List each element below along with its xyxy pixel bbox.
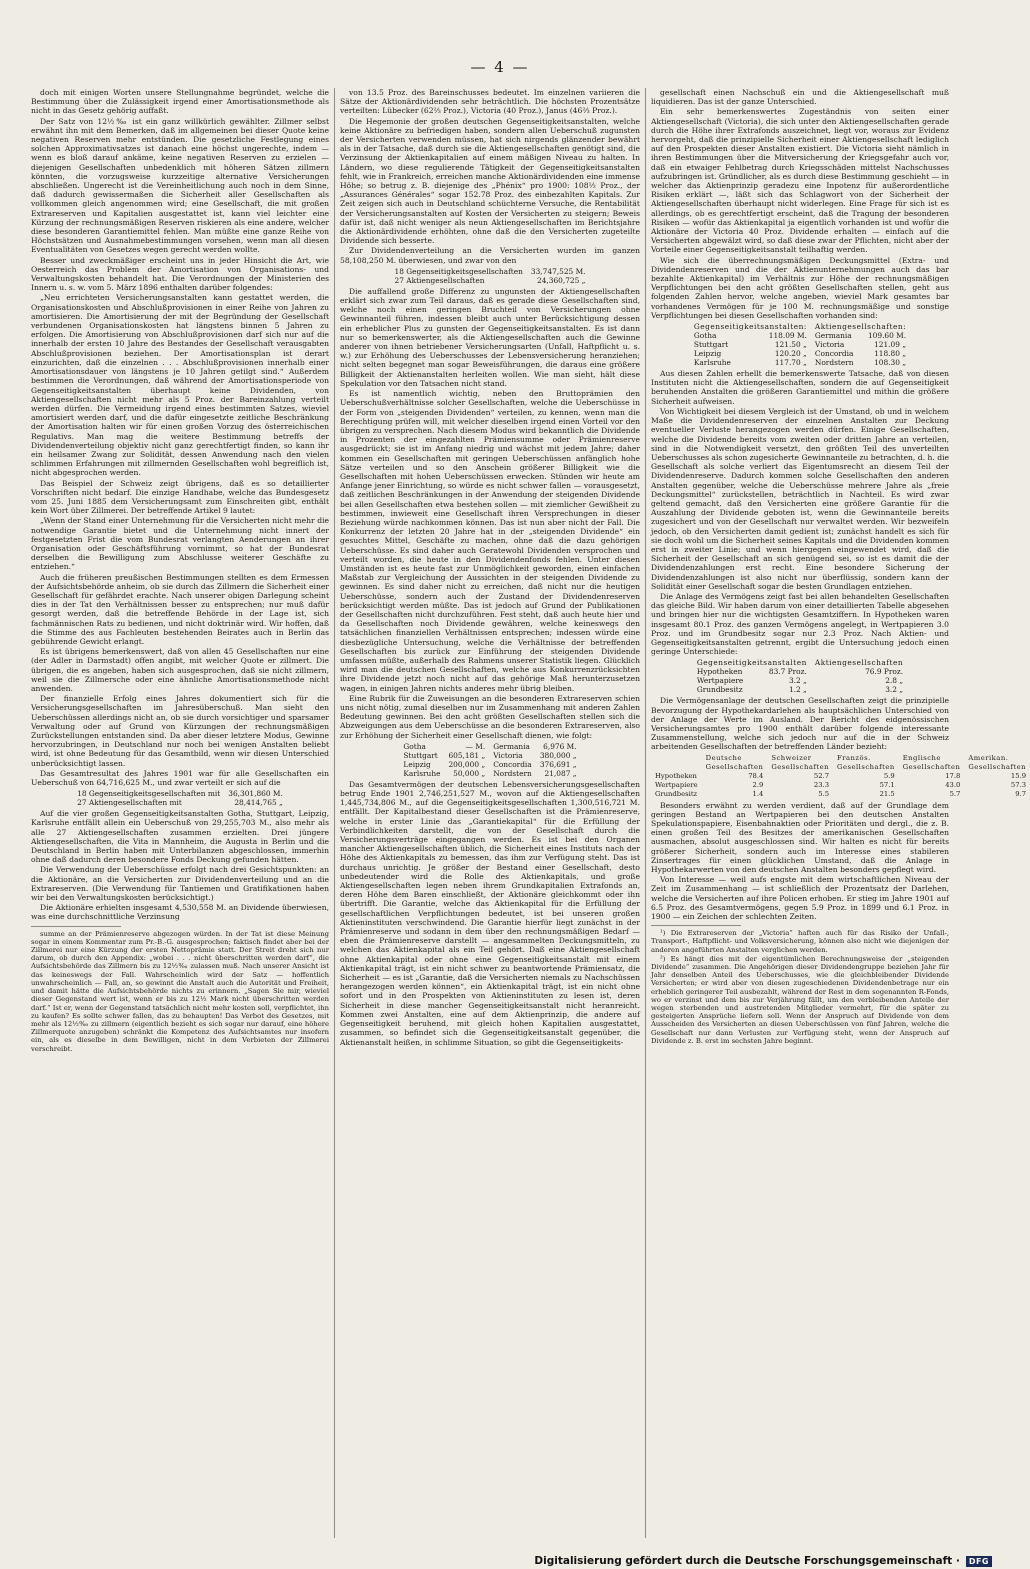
table-header: Englische Gesellschaften [902, 753, 961, 771]
column-3 [651, 88, 1027, 1540]
footnote-text: summe an der Prämienreserve abgezogen würden. In der Tat ist diese Meinung sogar in einem Kommentar zum Pr.-B.-G. ausgesprochen; faktisch findet aber bei der Zillmerei nur eine Kürzung der ersten Nettoprämie statt. Der Streit dreht sich nur darum, ob durch den Appendix: „wobei . . . nicht überschritten werden darf“, die Aufsichtsbehörde das Zillmern bis zu 12½‰ zulassen muß. Nach unserer Ansicht ist das keineswegs der Fall. Wahrscheinlich wird der Satz — hoffentlich unwahrscheinlich — Fall, an, so gewinnt die Anstalt auch die Autorität und Freiheit, und damit hätte die Aufsichtsbehörde nichts zu erinnern. „Sagen Sie mir, wieviel dieser Gegenstand wert ist, wenn er bis zu 12½ Mark nicht überschritten werden darf.“ Ist er, wenn der Gegenstand tatsächlich nicht mehr kosten soll, verpflichtet, ihn zu kaufen? Es sollte schwer fallen, das zu behaupten! Das Verbot des Gesetzes, mit mehr als 12½‰ zu zillmern (eigentlich bezieht es sich sogar nur darauf, eine höhere Zillmerquote anzugeben) schränkt die Kompetenz des Aufsichtsamtes nur insofern ein, als es dieselbe in dem Bewilligen, nicht in dem Verbieten der Zillmerei verschreibt. [31, 929, 329, 1053]
quote-paragraph: „Wenn der Stand einer Unternehmung für die Versicherten nicht mehr die notwendige Garantie bietet und die Unternehmung nicht innert der festgesetzten Frist die vom Bundesrat verlangten Aenderungen an ihrer Organisation oder Geschäftsführung vornimmt, so hat der Bundesrat derselben die Bewilligung zum Abschlusse weiterer Geschäfte zu entziehen.“ [31, 516, 329, 572]
table-label: Stuttgart [693, 340, 729, 350]
paragraph: Es ist übrigens bemerkenswert, daß von allen 45 Gesellschaften nur eine (der Adler in Darmstadt) offen angibt, mit welcher Quote er zillmert. Die übrigen, die es angeben, haben sich ausgesprochen, daß sie nicht zillmern, weil sie die Zillmersche oder eine ähnliche Amortisationsmethode nicht anwenden. [31, 647, 329, 693]
table-value: 6,976 M. [543, 741, 577, 751]
table-label: 27 Aktiengesellschaften [394, 275, 485, 285]
coverage-table [690, 322, 910, 367]
table-row [73, 798, 287, 807]
table-value: 5.9 [883, 771, 895, 780]
table-value: 605,181 „ [448, 750, 486, 760]
table-value: 376,691 „ [539, 759, 577, 769]
footer-text: Digitalisierung gefördert durch die Deutsche Forschungsgemeinschaft · [534, 1555, 960, 1567]
paragraph: Es ist namentlich wichtig, neben den Bruttoprämien den Ueberschußverhältnisse solcher Gesellschaften, welche die Ueberschüsse in der Form von „steigenden Dividenden“ verteilen, zu kennen, wenn man die Berechtigung prüfen will, mit welcher dieselben irgend einen Vorteil vor den übrigen zu versprechen. Nach diesem Modus wird bekanntlich die Dividende in Prozenten der eingezahlten Prämiensumme oder Prämienreserve ausgedrückt; sie ist im Anfang niedrig und wächst mit jedem Jahre; daher kommen ein Gesellschaften mit geringen Ueberschüssen anfänglich hohe Sätze verteilen und so den Anschein größerer Billigkeit wie die Gesellschaften mit hohen Ueberschüssen erwecken. Stünden wir heute am Anfange jener Einrichtung, so würde es nicht schwer fallen — vorausgesetzt, daß zeitlichen Beschränkungen in der Anwendung der steigenden Dividende bei allen Gesellschaften etwa bestehen sollen — mit ziemlicher Gewißheit zu bestimmen, inwieweit eine Gesellschaft ihren Versprechungen in dieser Beziehung würde nachkommen können. Das ist nun aber nicht der Fall. Die Konkurrenz der letzten 20 Jahre hat in der „steigenden Dividende“ ein gesuchtes Mittel, Geschäfte zu machen, ohne daß die dazu gehörigen Ueberschüsse. Es sind daher auch Geratewohl Dividenden versprochen und verteilt worden, die heute in den Dividendenfonds fehlen. Unter diesen Umständen ist es heute fast zur Unmöglichkeit geworden, einen einfachen Maßstab zur Vergleichung der Aussichten in der steigenden Dividende zu gewinnen. Es sind daher nicht zu erreichen, daß nicht nur die heutigen Ueberschüsse, sondern auch der Zustand der Dividendenreserven berücksichtigt werden müßte. Das ist jedoch auf Grund der Publikationen der Gesellschaften nicht durchzuführen. Fest steht, daß auch heute hier und da Gesellschaften noch Dividende gewähren, welche keineswegs den tatsächlichen finanziellen Verhältnissen entsprechen; indessen würde eine diesbezügliche Untersuchung, welche die Verhältnisse der betreffenden Gesellschaften bis zurück zur Einführung der steigenden Dividende umfassen müßte, außerhalb des Rahmens unserer Statistik liegen. Glücklich wird man die deutschen Gesellschaften, welche aus Konkurrenzrücksichten ihre Dividende jetzt noch nicht auf das gehörige Maß herunterzusetzen wagen, in einigen Jahren nichts anderes mehr übrig bleiben. [340, 389, 640, 693]
paragraph: Die Anlage des Vermögens zeigt fast bei allen behandelten Gesellschaften das gleiche Bild. Wir haben darum von einer detaillierten Tabelle abgesehen und bringen hier nur die wichtigsten Gesamtziffern. In Hypotheken waren insgesamt 80.1 Proz. des ganzen Vermögens angelegt, in Wertpapieren 3.0 Proz. und im Grundbesitz sogar nur 2.3 Proz. Nach Aktien- und Gegenseitigkeitsanstalten getrennt, ergibt die Untersuchung jedoch einen geringe Unterschiede: [651, 591, 949, 657]
paragraph: Ein sehr bemerkenswertes Zugeständnis von seiten einer Aktiengesellschaft (Victoria), die sich unter den Aktiengesellschaften gerade durch die Höhe ihrer Extrafonds auszeichnet, liegt vor, woraus zur Evidenz hervorgeht, daß die prinzipielle Sicherheit einer Aktiengesellschaft lediglich auf den Prospekten dieser Anstalten existiert. Die Victoria sieht nämlich in ihren Bestimmungen über die Mitversicherung der Kriegsgefahr auch vor, daß ein etwaiger Fehlbetrag durch Kriegsschäden mittelst Nachschusses aufzubringen ist. Gründlicher, als es durch diese Bestimmung geschieht — in welcher das Aktienprinzip geradezu eine Inpotenz für außerordentliche Risiken erklärt —, läßt sich das Schlagwort von der Sicherheit der Aktiengesellschaften überhaupt nicht widerlegen. Eine Frage für sich ist es allerdings, ob es gerechtfertigt erscheint, daß die Tragung der besonderen Risiken — wofür das Aktienkapital ja eigentlich vorhanden ist und wofür die Aktionäre der Victoria 40 Proz. Dividende erhalten — einfach auf die Versicherten abgewälzt wird, so daß diese zwar der Pflichten, nicht aber der Vorteile einer Gegenseitigkeitsanstalt teilhaftig werden. [651, 107, 949, 255]
table-value: 78.4 [748, 771, 764, 780]
table-label: Nordstern [814, 358, 854, 368]
table-value: 83.7 Proz. [768, 667, 807, 677]
table-header: Gegenseitigkeitsanstalten [696, 658, 807, 668]
footnote-divider [651, 925, 741, 926]
table-row [690, 358, 910, 367]
paragraph: Von Wichtigkeit bei diesem Vergleich ist der Umstand, ob und in welchem Maße die Dividendenreserven der einzelnen Anstalten zur Deckung eventueller Verluste herangezogen werden dürfen. Einige Gesellschaften, welche die Dividende bereits vom zweiten oder dritten Jahre an verteilen, sind in die Notwendigkeit versetzt, den größten Teil des unverteilten Ueberschusses als schon zugesicherte Gewinnanteile zu betrachten, d. h. die Gesellschaft als solche verliert das Eigentumsrecht an diesem Teil der Dividendenreserve. Dadurch kommen solche Gesellschaften den anderen Anstalten gegenüber, welche die Ueberschüsse mehrere Jahre als „freie Deckungsmittel“ zurückstellen, beträchtlich in Nachteil. Es wird zwar geltend gemacht, daß den Versicherten eine größere Garantie für die Auszahlung der Dividende geboten ist, wenn die Gewinnanteile bereits zugesichert und von der Gesellschaft nur verwaltet werden. Wir bezweifeln jedoch, ob den Versicherten damit gedient ist; zunächst handelt es sich für sie doch wohl um die Sicherheit seines Kapitals und die Dividenden kommen erst in zweiter Linie; und wenn hiergegen eingewendet wird, daß die Sicherheit der Gesellschaft an sich genügend sei, so ist es damit die der Dividendenzahlungen erst recht. Eine besondere Sicherung der Dividendenzahlungen ist also nicht nur überflüssig, sondern kann der Solidität einer Gesellschaft sogar die besten Grundlagen entziehen. [651, 406, 949, 591]
table-value: — M. [465, 741, 486, 751]
table-row [651, 772, 1030, 781]
table-value: 2.8 „ [885, 676, 904, 686]
paragraph: Die Aktionäre erhielten insgesamt 4,530,558 M. an Dividende überwiesen, was eine durchschnittliche Verzinsung [31, 903, 329, 922]
paragraph: von 13.5 Proz. des Bareinschusses bedeutet. Im einzelnen variieren die Sätze der Aktionärdividenden sehr beträchtlich. Die höchsten Prozentsätze verteilten: Lübecker (62⅔ Proz.), Victoria (40 Proz.), Janus (46⅔ Proz.). [340, 88, 640, 116]
table-row [73, 789, 287, 798]
table-row [693, 676, 907, 685]
surplus-table [73, 789, 287, 807]
table-value: 5.5 [818, 789, 830, 798]
table-row [399, 760, 580, 769]
table-header: Schweizer Gesellschaften [771, 753, 830, 771]
paragraph: gesellschaft einen Nachschuß ein und die Aktiengesellschaft muß liquidieren. Das ist der ganze Unterschied. [651, 88, 949, 107]
table-value: 21,087 „ [544, 768, 577, 778]
table-value: 76.9 Proz. [865, 667, 904, 677]
table-header: Aktiengesellschaften: [814, 322, 907, 332]
quote-paragraph: „Neu errichteten Versicherungsanstalten kann gestattet werden, die Organisationskosten und Abschlußprovisionen in einer Reihe von Jahren zu amortisieren. Die Amortisierung der mit der Begründung der Gesellschaft verbundenen Organisationskosten hat längstens binnen 5 Jahren zu erfolgen. Die Amortisierung von Abschlußprovisionen darf sich nur auf die innerhalb der ersten 10 Jahre des Bestandes der Gesellschaft verausgabten Abschlußprovisionen beziehen. Der Amortisationsplan ist derart einzurichten, daß die einzelnen . . . Abschlußprovisionen innerhalb einer Amortisationsdauer von längstens je 10 Jahren getilgt sind.“ Außerdem bestimmen die Verordnungen, daß während der Amortisationsperiode von Gegenseitigkeitsanstalten überhaupt keine Dividenden, von Aktiengesellschaften nicht mehr als 5 Proz. der Bareinzahlung verteilt werden dürfen. Die Vermeidung irgend eines bestimmten Satzes, wieviel amortisiert werden darf, und die dafür eingesetzte zeitliche Beschränkung der Amortisation halten wir für einen großen Vorzug des österreichischen Regulativs. Man mag die weitere Bestimmung betreffs der Dividendenverteilung objektiv nicht ganz gerechtfertigt finden, so kann ihr ein heilsamer Zwang zur Solidität, dessen Anwendung nach den vielen schlimmen Erfahrungen mit zillmernden Gesellschaften wohl begreiflich ist, nicht abgesprochen werden. [31, 293, 329, 478]
table-label: Germania [814, 331, 852, 341]
table-header: Französ. Gesellschaften [837, 753, 895, 771]
table-value: 3.2 „ [788, 676, 807, 686]
table-header: Deutsche Gesellschaften [705, 753, 764, 771]
column-divider [645, 88, 646, 1538]
table-value: 380,000 „ [539, 750, 577, 760]
table-label: Hypotheken [696, 667, 743, 677]
table-label: Grundbesitz [655, 789, 698, 798]
table-value: 50,000 „ [453, 768, 486, 778]
table-label: Leipzig [403, 759, 431, 769]
table-label: Stuttgart [403, 750, 438, 760]
table-header-row [693, 658, 907, 667]
paragraph: Das Gesamtresultat des Jahres 1901 war für alle Gesellschaften ein Ueberschuß von 64,716,625 M., und zwar verteilt er sich auf die [31, 768, 329, 788]
table-header-row [690, 322, 910, 331]
paragraph: Von Interesse — weil aufs engste mit dem wirtschaftlichen Niveau der Zeit im Zusammenhang — ist schließlich der Prozentsatz der Darlehen, welche die Versicherten auf ihre Policen erhoben. Er stieg im Jahre 1901 auf 6.5 Proz. des Gesamtvermögens, gegen 5.9 Proz. in 1899 und 6.1 Proz. in 1900 — ein Zeichen der schlechten Zeiten. [651, 875, 949, 922]
table-value: 1.2 „ [788, 685, 807, 695]
paragraph: Aus diesen Zahlen erhellt die bemerkenswerte Tatsache, daß von diesen Instituten nicht die Aktiengesellschaften, sondern die auf Gegenseitigkeit beruhenden Anstalten die größeren Garantiemittel und mithin die größere Sicherheit aufweisen. [651, 369, 949, 406]
table-row [651, 781, 1030, 790]
table-label: Wertpapiere [696, 676, 744, 686]
dfg-logo: DFG [966, 1556, 992, 1567]
table-label: 18 Gegenseitigkeitsgesellschaften [394, 266, 523, 276]
table-value: 108.30 „ [874, 358, 907, 368]
paragraph: Die Hegemonie der großen deutschen Gegenseitigkeitsanstalten, welche keine Aktionäre zu befriedigen haben, sondern allen Ueberschuß zugunsten der Versicherten verwenden müssen, hat sich nirgends glänzender bewährt als in der Tatsache, daß durch sie die Aktiengesellschaften genötigt sind, die Verzinsung der Aktienkapitalien auf einem mäßigen Niveau zu halten. In Ländern, wo diese regulierende Tätigkeit der Gegenseitigkeitsanstalten fehlt, wie in Frankreich, erreichen manche Aktionärdividenden eine immense Höhe; so betrug z. B. diejenige des „Phénix“ pro 1900: 108½ Proz., der „Assurances Générales“ sogar 152.78 Proz. des einbezahlten Kapitals. Zur Zeit zeigen sich auch in Deutschland schüchterne Versuche, die Rentabilität der Versicherungsanstalten auf Kosten der Versicherten zu steigern; Beweis dafür ist, daß nicht weniger als neun Aktiengesellschaften im Berichtsjahre die Aktionärdividende erhöhten, ohne daß die den Versicherten zugeteilte Dividende sich besserte. [340, 116, 640, 246]
paragraph: Die Verwendung der Ueberschüsse erfolgt nach drei Gesichtspunkten: an die Aktionäre, an die Versicherten zur Dividendenverteilung und an die Extrareserven. (Die Verwendung für Tantiemen und Gratifikationen haben wir bei den Verwaltungskosten berücksichtigt.) [31, 865, 329, 903]
table-value: 21.5 [879, 789, 895, 798]
paragraph: Der finanzielle Erfolg eines Jahres dokumentiert sich für die Versicherungsgesellschaften im Jahresüberschuß. Man sieht den Ueberschüssen allerdings nicht an, ob sie durch vorsichtiger und sparsamer Verwaltung oder auf Grund von Kürzungen der rechnungsmäßigen Zurückstellungen entstanden sind. Da aber dieser letztere Modus, Gewinne hervorzubringen, in Deutschland nur noch bei wenigen Anstalten beliebt wird, ist ohne Bedeutung für das Gesamtbild, wenn wir diesen Unterschied unberücksichtigt lassen. [31, 694, 329, 768]
table-label: Nordstern [493, 768, 532, 778]
table-value: 43.0 [945, 780, 961, 789]
table-value: 36,301,860 M. [228, 789, 283, 799]
digitization-footer [534, 1555, 992, 1567]
paragraph: Der Satz von 12½‰ ist ein ganz willkürlich gewählter. Zillmer selbst erwähnt ihn mit dem Bemerken, daß im allgemeinen bei dieser Quote keine negativen Reserven mehr entstünden. Die gesetzliche Festlegung eines solchen Approximativsatzes ist danach eine höchst ungerechte, indem — wenn es bloß darauf ankäme, keine negativen Reserven zu erzielen — diejenigen Gesellschaften unbedenklich mit höheren Sätzen zillmern könnten, die vorzugsweise kurzzeitige alternative Versicherungen abschließen. Ungerecht ist die Vereinheitlichung auch noch in dem Sinne, daß dadurch gewissermaßen die Sicherheit aller Gesellschaften als vollkommen gleich angenommen wird; eine Gesellschaft, die mit großen Extrareserven und Kapitalien ausgestattet ist, kann viel leichter eine Kürzung der rechnungsmäßigen Reserven riskieren als eine andere, welcher diese besonderen Garantiemittel fehlen. Man müßte eine ganze Reihe von Höchstsätzen und Ausnahmebestimmungen vorsehen, wenn man all diesen Eventualitäten von Gesetzes wegen gerecht werden wollte. [31, 116, 329, 255]
table-row [693, 667, 907, 676]
table-value: 23.3 [813, 780, 830, 789]
table-value: 57.3 [1010, 780, 1027, 789]
table-row [651, 790, 1030, 799]
table-row [399, 751, 580, 760]
paragraph: Besser und zweckmäßiger erscheint uns in jeder Hinsicht die Art, wie Oesterreich das Problem der Amortisation von Organisations- und Verwaltungskosten behandelt hat. Die Verordnungen der Ministerien des Innern u. s. w. vom 5. März 1896 enthalten darüber folgendes: [31, 255, 329, 293]
table-label: Karlsruhe [693, 358, 731, 368]
table-label: Victoria [814, 340, 845, 350]
paragraph: Die auffallend große Differenz zu ungunsten der Aktiengesellschaften erklärt sich zwar zum Teil daraus, daß es gerade diese Gesellschaften sind, welche noch einen geringen Bruchteil von Versicherungen ohne Gewinnanteil führen, indessen bleibt auch unter Berücksichtigung dessen ein erheblicher Plus zu gunsten der Gegenseitigkeitsanstalten. Es ist dann nur so bemerkenswerter, als die Aktiengesellschaften auch die Gewinne anderer von ihnen betriebener Versicherungsarten (Unfall, Haftpflicht u. s. w.) zur Erhöhung des Ueberschusses der Lebensversicherung heranziehen; nicht selten begegnet man sogar Beweisführungen, die daraus eine größere Billigkeit der Aktienanstalten herleiten wollen. Wie man sieht, hält diese Spekulation vor den Tatsachen nicht stand. [340, 286, 640, 388]
table-label: Victoria [493, 750, 523, 760]
table-value: 33,747,525 M. [530, 266, 586, 276]
table-label: Wertpapiere [655, 780, 698, 789]
footnote: ¹) Die Extrareserven der „Victoria“ haften auch für das Risiko der Unfall-, Transport-, Haftpflicht- und Volksversicherung, können also nicht wie diejenigen der anderen angeführten Anstalten verglichen werden. [651, 929, 949, 954]
page-number: — 4 — [470, 58, 530, 76]
table-value: 121.09 „ [874, 340, 907, 350]
table-value: 28,414,765 „ [234, 798, 283, 808]
table-value: 9.7 [1015, 789, 1027, 798]
table-value: 2.9 [752, 780, 764, 789]
table-row [693, 685, 907, 694]
column-1 [31, 88, 329, 1540]
column-divider [334, 88, 335, 1538]
table-value: 121.50 „ [774, 340, 807, 350]
table-row [690, 349, 910, 358]
table-row [399, 769, 580, 778]
table-label: Gotha [403, 741, 426, 751]
asset-allocation-table [693, 658, 907, 694]
table-value: 118.09 M. [768, 331, 807, 341]
table-label: Concordia [814, 349, 854, 359]
table-label: Karlsruhe [403, 768, 441, 778]
paragraph: Das Beispiel der Schweiz zeigt übrigens, daß es so detaillierter Vorschriften nicht bedarf. Die einzige Handhabe, welche das Bundesgesetz vom 25. Juni 1885 dem Versicherungsamt zum Einschreiten gibt, enthält kein Wort über Zillmerei. Der betreffende Artikel 9 lautet: [31, 478, 329, 516]
table-header: Amerikan. Gesellschaften [968, 753, 1027, 771]
paragraph: Eine Rubrik für die Zuweisungen an die besonderen Extrareserven schien uns nicht nötig, zumal dieselben nur im Zusammenhang mit anderen Zahlen Bedeutung gewinnen. Bei den acht größten Gesellschaften stellen sich die Abzweigungen aus dem Ueberschüsse an die besonderen Extrareserven, also zur Erhöhung der Sicherheit einer Gesellschaft dienen, wie folgt: [340, 693, 640, 740]
paragraph: Zur Dividendenverteilung an die Versicherten wurden im ganzen 58,108,250 M. überwiesen, und zwar von den [340, 246, 640, 265]
table-label: Leipzig [693, 349, 722, 359]
table-row [399, 742, 580, 751]
table-row [690, 340, 910, 349]
table-header [651, 754, 702, 772]
footnote: ²) Es hängt dies mit der eigentümlichen Berechnungsweise der „steigenden Dividende“ zusammen. Die Angehörigen dieser Dividendengruppe beziehen Jahr für Jahr denselben Anteil des Ueberschusses, wie die gleichbleibender Dividende Versicherten; er wird aber von diesen zugeschiedenen Dividendenbetrage nur ein erheblich geringerer Teil ausbezahlt, während der Rest in dem sogenannten R-Fonds, wo er verzinst und dem bis zur Verjährung fällt, um den verbleibenden Anteile der wegen sterbenden und austretenden Mitglieder vermehrt, für die später zu gesteigerten Ansprüche liefern soll. Wenn der Anspruch auf Dividende von dem Ausscheiden des Versicherten an diesen Ueberschüssen von fünf Jahren, welche die Gesellschaft nur dann Verlusten zur Verfügung steht, wenn der Anspruch auf Dividende z. B. erst im sechsten Jahre beginnt. [651, 954, 949, 1045]
table-label: Germania [493, 741, 530, 751]
paragraph: Besonders erwähnt zu werden verdient, daß auf der Grundlage dem geringen Bestand an Wertpapieren bei den deutschen Anstalten Spekulationspapiere, Eisenbahnaktien oder Prioritäten und dergl., die z. B. einen großen Teil des Besitzes der amerikanischen Gesellschaften ausmachen, absolut ausgeschlossen sind. Wir halten es nicht für bereits größerer Sicherheit, sondern auch im Interesse eines stabileren Zinsertrages für einen glücklichen Umstand, daß die Anlage in Hypothekarwerten von den deutschen Anstalten besonders gepflegt wird. [651, 800, 949, 875]
paragraph: Auch die früheren preußischen Bestimmungen stellten es dem Ermessen der Aufsichtsbehörde anheim, ob sie durch das Zillmern die Sicherheit einer Gesellschaft für gefährdet erachte. Nach unserer obigen Darlegung scheint dies in der Tat den Verhältnissen besser zu entsprechen; nur muß dafür gesorgt werden, daß die betreffende Behörde in der Lage ist, sich fachmännischen Rats zu bedienen, und nicht doktrinär wird. Wir hoffen, daß die Stimme des aus Fachleuten bestehenden Beirates auch in Berlin das gebührende Gewicht erlangt. [31, 572, 329, 646]
table-label: Gotha [693, 331, 717, 341]
table-value: 117.70 „ [774, 358, 807, 368]
table-header: Gegenseitigkeitsanstalten: [693, 322, 807, 332]
table-row [391, 276, 590, 285]
paragraph: Das Gesamtvermögen der deutschen Lebensversicherungsgesellschaften betrug Ende 1901 2,746,251,527 M., wovon auf die Aktiengesellschaften 1,445,734,806 M., auf die Gegenseitigkeitsgesellschaften 1,300,516,721 M. entfällt. Der Kapitalbestand dieser Gesellschaften ist die Prämienreserve, welche in erster Linie das „Garantiekapital“ für die Erfüllung der Verbindlichkeiten darstellt, die von der Gesellschaft durch die Versicherungsverträge eingegangen werden. Es ist bei den Organen mancher Aktiengesellschaften üblich, die Sicherheit eines Instituts nach der Höhe des Aktienkapitals zu bemessen, das ihm zur Verfügung steht. Das ist durchaus unrichtig. Je größer der Bestand einer Gesellschaft, desto unbedeutender wird die Rolle des Aktienkapitals, und große Aktiengesellschaften legen neben ihrem Grundkapitalien Extrafonds an, deren Höhe dem Baren einschließt, der Aktionäre gleichkommt oder ihn übertrifft. Die Garantie, welche das Aktienkapital für die Erfüllung der gesellschaftlichen Verpflichtungen bedeutet, ist bei unseren großen Aktieninstituten verschwindend. Die Garantie hierfür liegt zunächst in der Prämienreserve und sodann in dem über den rechnungsmäßigen Bedarf — eben die Prämienreserve darstellt — angesammelten Deckungsmitteln, zu welchen das Aktienkapital als ein Teil gehört. Daß eine Aktiengesellschaft ohne Aktienkapital oder ohne eine Gegenseitigkeitsanstalt mit einem Aktienkapital trägt, ist ein nicht schwer zu beantwortende Prämiensatz, die Sicherheit — es ist „Garantie, daß die Versicherten niemals zu Nachschüssen herangezogen werden können“, ein Aktienkapital trägt, ist ein nicht ohne sofort und in den Prospekten von Aktieninstituten zu lesen ist, deren Sicherheit in diese mancher Gegenseitigkeitsanstalt nicht heranreicht. Kommen zwei Anstalten, eine auf dem Aktienprinzip, die andere auf Gegenseitigkeit beruhend, mit gleich hohen Kapitalien ausgestattet, zusammen, so befindet sich die Gegenseitigkeitsanstalt gegenüber, die Aktienanstalt heißen, in schlimme Situation, so gibt die Gegenseitigkeits- [340, 779, 640, 1047]
paragraph: Wie sich die überrechnungsmäßigen Deckungsmittel (Extra- und Dividendenreserven und die der Aktienunternehmungen auch das bar bezahlte Aktienkapital) im Verhältnis zur Höhe der rechnungsmäßigen Verpflichtungen bei den acht größten Gesellschaften stellen, geht aus folgenden Zahlen hervor, welche angeben, wieviel Mark gesamtes bar vorhandenes Vermögen für je 100 M. rechnungsmäßige und sonstige Verpflichtungen bei diesen Gesellschaften vorhanden sind: [651, 255, 949, 320]
table-label: Hypotheken [655, 771, 697, 780]
paragraph: Die Vermögensanlage der deutschen Gesellschaften zeigt die prinzipielle Bevorzugung der Hypothekardarlehen als hauptsächlichen Unterschied von der Anlage der Werte im Ausland. Der Bericht des eidgenössischen Versicherungsamtes pro 1900 enthält darüber folgende interessante Zusammenstellung, welche sich jedoch nur auf die in der Schweiz arbeitenden Gesellschaften der betreffenden Länder bezieht: [651, 696, 949, 752]
table-value: 15.9 [1010, 771, 1027, 780]
table-value: 17.8 [945, 771, 961, 780]
table-value: 120.20 „ [774, 349, 807, 359]
table-value: 5.7 [949, 789, 961, 798]
footnote-divider [31, 926, 121, 927]
table-value: 200,000 „ [448, 759, 486, 769]
table-value: 52.7 [813, 771, 830, 780]
table-row [391, 267, 590, 276]
table-label: Grundbesitz [696, 685, 743, 695]
table-value: 109.60 M. [867, 331, 907, 341]
extra-reserves-table [399, 742, 580, 778]
table-label: 27 Aktiengesellschaften mit [77, 798, 182, 808]
table-row [690, 331, 910, 340]
table-header-row [651, 754, 1030, 772]
column-2 [340, 88, 640, 1540]
table-value: 24,360,725 „ [537, 275, 586, 285]
dividend-table [391, 267, 590, 285]
paragraph: doch mit einigen Worten unsere Stellungnahme begründet, welche die Bestimmung über die Zulässigkeit irgend einer Amortisationsmethode als nicht in das Gesetz gehörig auffaßt. [31, 88, 329, 116]
table-label: 18 Gegenseitigkeitsgesellschaften mit [77, 789, 221, 799]
table-label: Concordia [493, 759, 532, 769]
international-comparison-table [651, 754, 1030, 799]
table-header: Aktiengesellschaften [814, 658, 904, 668]
table-value: 57.1 [879, 780, 895, 789]
table-value: 118.80 „ [874, 349, 907, 359]
table-value: 1.4 [752, 789, 764, 798]
table-value: 3.2 „ [885, 685, 904, 695]
paragraph: Auf die vier großen Gegenseitigkeitsanstalten Gotha, Stuttgart, Leipzig, Karlsruhe entfällt allein ein Ueberschuß von 29,255,703 M., also mehr als alle 27 Aktiengesellschaften zusammen erzielten. Drei jüngere Aktiengesellschaften, die Vita in Mannheim, die Augusta in Berlin und die Deutschland in Berlin haben mit Unterbilanzen abgeschlossen, immerhin ohne daß dadurch deren besondere Fonds Deckung gefunden hätten. [31, 809, 329, 865]
